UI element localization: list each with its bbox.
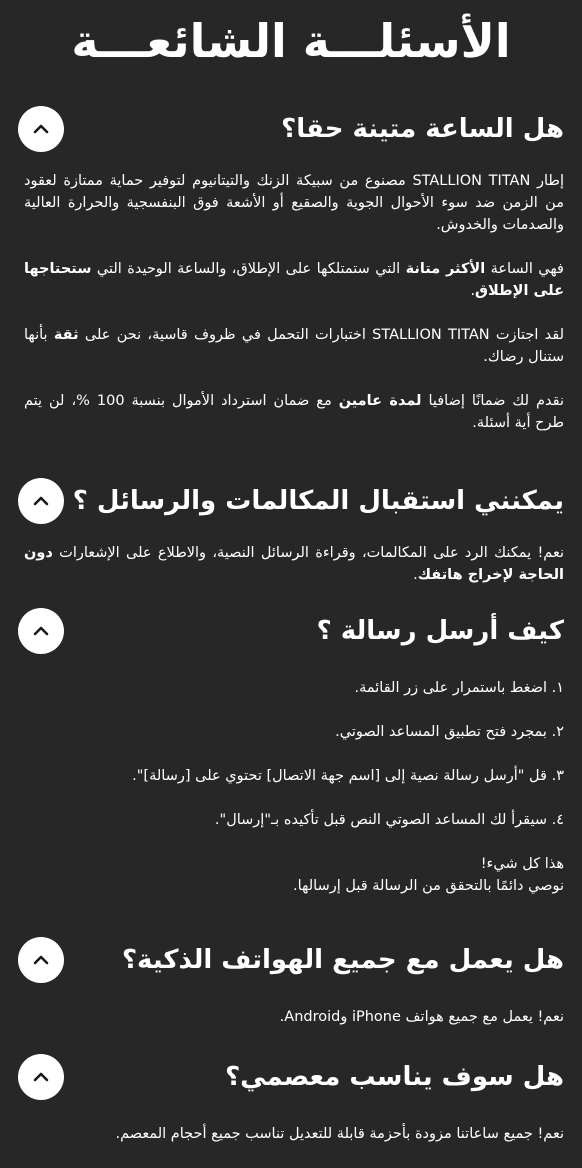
faq-item-1-header[interactable]: [0, 104, 582, 154]
faq-toggle-button[interactable]: [18, 1054, 64, 1100]
faq-answer-4: [24, 1006, 564, 1028]
chevron-up-icon: [33, 626, 49, 636]
faq-question[interactable]: هل الساعة متينة حقا؟: [281, 114, 564, 144]
faq-answer-1: [24, 170, 564, 434]
answer-paragraph: نقدم لك ضمانًا إضافيا لمدة عامين مع ضمان استرداد الأموال بنسبة 100 %، لن يتم طرح أية أسئلة.: [24, 393, 564, 431]
answer-paragraph: نعم! جميع ساعاتنا مزودة بأحزمة قابلة للتعديل تناسب جميع أحجام المعصم.: [115, 1126, 564, 1142]
faq-answer-2: [24, 542, 564, 586]
faq-item-3-header[interactable]: [0, 606, 582, 656]
chevron-up-icon: [33, 496, 49, 506]
faq-toggle-button[interactable]: [18, 106, 64, 152]
answer-step: ٢. بمجرد فتح تطبيق المساعد الصوتي.: [335, 724, 564, 740]
answer-step: ١. اضغط باستمرار على زر القائمة.: [354, 680, 564, 696]
faq-item-5-header[interactable]: [0, 1052, 582, 1102]
answer-paragraph: لقد اجتازت STALLION TITAN اختبارات التحمل في ظروف قاسية، نحن على ثقة بأنها ستنال رضاك.: [24, 327, 564, 365]
faq-item-2-header[interactable]: [0, 476, 582, 526]
answer-step: ٣. قل "أرسل رسالة نصية إلى [اسم جهة الاتصال] تحتوي على [رسالة]".: [132, 768, 564, 784]
answer-paragraph: نعم! يعمل مع جميع هواتف iPhone وAndroid.: [279, 1009, 564, 1025]
faq-question[interactable]: هل سوف يناسب معصمي؟: [225, 1062, 564, 1092]
faq-answer-3: [24, 677, 564, 897]
answer-step: ٤. سيقرأ لك المساعد الصوتي النص قبل تأكيده بـ"إرسال".: [214, 812, 564, 828]
chevron-up-icon: [33, 1072, 49, 1082]
faq-item-4-header[interactable]: [0, 935, 582, 985]
chevron-up-icon: [33, 955, 49, 965]
faq-toggle-button[interactable]: [18, 937, 64, 983]
faq-toggle-button[interactable]: [18, 608, 64, 654]
answer-paragraph: نعم! يمكنك الرد على المكالمات، وقراءة الرسائل النصية، والاطلاع على الإشعارات دون الحاجة لإخراج هاتفك.: [24, 545, 564, 583]
chevron-up-icon: [33, 124, 49, 134]
faq-question[interactable]: هل يعمل مع جميع الهواتف الذكية؟: [121, 945, 564, 975]
faq-answer-5: [24, 1123, 564, 1145]
answer-paragraph: فهي الساعة الأكثر متانة التي ستمتلكها على الإطلاق، والساعة الوحيدة التي ستحتاجها على الإطلاق.: [24, 261, 564, 299]
faq-question[interactable]: كيف أرسل رسالة ؟: [316, 616, 564, 646]
answer-paragraph: إطار STALLION TITAN مصنوع من سبيكة الزنك والتيتانيوم لتوفير حماية ممتازة لعقود من الزمن ضد سوء الأحوال الجوية والصقيع أو الأشعة فوق البنفسجية والحرارة العالية والصدمات والخدوش.: [24, 173, 564, 233]
faq-toggle-button[interactable]: [18, 478, 64, 524]
page-title: الأسئلـــة الشائعـــة: [71, 14, 511, 68]
answer-line: نوصي دائمًا بالتحقق من الرسالة قبل إرسالها.: [293, 878, 564, 894]
answer-line: هذا كل شيء!: [480, 856, 564, 872]
faq-question[interactable]: يمكنني استقبال المكالمات والرسائل ؟: [72, 486, 564, 516]
